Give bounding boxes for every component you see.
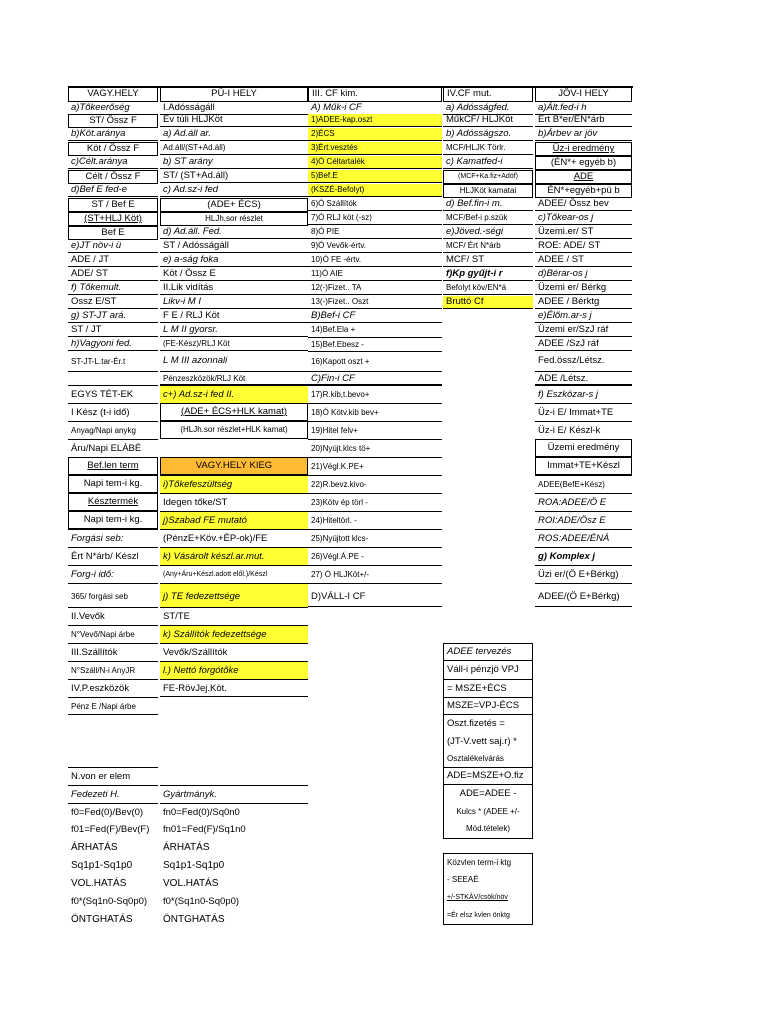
cell: 22)R.bevz.kivo- [308,475,442,493]
cell: ADEE/(Ö E+Bérkg) [535,583,632,607]
cell: k) Szállítók fedezettsége [160,625,308,643]
cell: Befolyt köv/EN*á [443,282,533,295]
cell: i)Tőkefeszültség [160,475,308,493]
cell: ADE=ADEE - [443,785,533,803]
cell: EGYS TÉT-EK [68,385,158,403]
cell: Sq1p1-Sq1p0 [71,860,133,871]
cell: 18)Ó Kötv.kib bev+ [308,403,442,421]
cell: Ért B*er/EN*árb [535,114,632,127]
cell: I.Adósságáll [160,102,308,115]
col4-header: IV.CF mut. [443,86,533,102]
cell: c)Célt.aránya [68,156,158,169]
cell: VOL.HATÁS [163,878,219,889]
cell: (ST+HLJ Köt) [68,212,158,226]
cell: Pénzeszközök/RLJ Köt [160,372,308,385]
cell: e) a-ság foka [160,254,308,267]
cell: ÖNTGHATÁS [163,914,225,925]
cell: Célt / Össz F [68,170,158,184]
cell: ADEE(BefE+Kész) [535,475,632,493]
cell: III.Szállítók [68,643,158,661]
cell: 24)Hiteltörl. - [308,511,442,529]
column-pu-hely [160,86,308,936]
column-vagy-hely [68,86,158,936]
cell: ÖNTGHATÁS [71,914,133,925]
cell: l.) Nettó forgótőke [160,661,308,679]
cell: g) Komplex j [535,547,632,565]
cell: (ADE+ ÉCS+HLK kamat) [160,403,308,421]
cell: fn01=Fed(F)/Sq1n0 [163,824,246,835]
cell: Forgási seb: [68,529,158,547]
cell: 27) Ó HLJKöt+/- [308,565,442,583]
col1-header: VAGY.HELY [68,86,158,102]
cell: Anyag/Napi anykg [68,421,158,439]
cell: 4)Ó Céltartalék [308,156,442,169]
cell: MCF/ Ért N*árb [443,240,533,253]
cell: ÉN*+egyéb+pü b [535,184,632,198]
cell: 25)Nyújtott klcs- [308,529,442,547]
cell: f) Tőkemult. [68,282,158,295]
cell: Likv-i M I [160,296,308,309]
cell: HLJh.sor részlet [160,212,308,226]
cell: (MCF+Ka.fiz+Adóf) [443,170,533,184]
cell: N.von er elem [68,767,158,785]
cell: Üzemi er/SzJ ráf [535,324,632,337]
cell: Üzemi er/ Bérkg [535,282,632,295]
cell: II.Lik vidítás [160,282,308,295]
cell: Fed.össz/Létsz. [535,350,632,372]
cell: MCF/HLJK Törlr. [443,142,533,155]
cell: D)VÁLL-I CF [308,583,442,607]
cell: ST / Bef E [68,198,158,212]
cell: c) Kamatfed-i [443,156,533,169]
cell: 7)Ó RLJ köt (-sz) [308,212,442,225]
cell: g) ST-JT ará. [68,310,158,323]
cell: ST/ Össz F [68,114,158,128]
cell: Bruttó Cf [443,296,533,309]
cell: C)Fin-i CF [308,372,442,385]
cell: c+) Ad.sz-i fed II. [160,385,308,403]
col2-header: PÜ-I HELY [160,86,308,102]
cell: Oszt.fizetés = [443,715,533,733]
cell: ÁRHATÁS [163,842,210,853]
cell: Fedezeti H. [68,785,158,803]
cell: I Kész (t-i idő) [68,403,158,421]
cell: ROE: ADE/ ST [535,240,632,253]
cell: Napi tem-i kg. [68,475,158,493]
cell: ST/TE [160,607,308,625]
cell: b) ST arány [160,156,308,169]
cell: N°Száll/N-i AnyJR [68,661,158,679]
cell: d) Bef.fin-i m. [443,198,533,211]
cell: Forg-i idő: [68,565,158,583]
cell: 26)Végl.Á.PE - [308,547,442,565]
cell: 14)Bef.Ela + [308,322,442,338]
cell: 19)Hitel felv+ [308,421,442,439]
cell: ADE/ ST [68,268,158,281]
cell: d)Bef E fed-e [68,184,158,197]
cell: (ADE+ ÉCS) [160,198,308,212]
cell: ADE / JT [68,254,158,267]
cell: f01=Fed(F)/Bev(F) [71,824,150,835]
cell: a) Adósságfed. [443,102,533,115]
cell: 9)Ó Vevők-értv. [308,240,442,253]
cell: VOL.HATÁS [71,878,127,889]
cell: 1)ADEE-kap.oszt [308,114,442,127]
cell: MűkCF/ HLJKöt [443,114,533,127]
cell: f) Eszközar-s j [535,385,632,403]
cell: f0*(Sq1n0-Sq0p0) [71,896,148,907]
cell: 17)R.kib,t.bevo+ [308,385,442,403]
cell: ROS:ADEE/ÉNÁ [535,529,632,547]
cell: ADE [535,170,632,184]
cell: ADEE / ST [535,254,632,267]
cell: 6)Ó Szállítók [308,198,442,211]
cell: Vevők/Szállítók [160,643,308,661]
cell: Üz-i E/ Immat+TE [535,403,632,421]
cell: 365/ forgási seb [68,583,158,607]
cell: f)Kp gyűjt-i r [443,268,533,281]
cell: 8)Ó PIE [308,226,442,239]
cell: VAGY.HELY KIEG [160,457,308,475]
cell: ST / Adósságáll [160,240,308,253]
cell: ROA:ADEE/Ö E [535,493,632,511]
cell: c) Ad.sz-i fed [160,184,308,197]
cell: L M III azonnali [160,350,308,372]
cell: j) TE fedezettsége [160,583,308,607]
cell: Üzi er/(Ö E+Bérkg) [535,565,632,583]
cell: f0=Fed(0)/Bev(0) [68,803,158,821]
cell: Üzemi.er/ ST [535,226,632,239]
cell: h)Vagyoni fed. [68,338,158,351]
cell: Gyártmányk. [160,785,308,803]
cell: Ad.áll/(ST+Ad.áll) [160,142,308,155]
col3-header: III. CF kim. [308,86,442,102]
cell: FE-RövJej.Köt. [160,679,308,697]
cell: Áru/Napi ELÁBÉ [68,439,158,457]
cell: ADEE /SzJ ráf [535,338,632,351]
cell: b)Árbev ar jöv [535,128,632,141]
cell: fn0=Fed(0)/Sq0n0 [160,803,308,821]
cell: 3)Ért.vesztés [308,142,442,155]
cell: (Any+Áru+Készl.adott elől.)/Készl [160,565,308,583]
cell: 12(-)Fizet.. TA [308,282,442,295]
cell: Bef.len term [68,457,158,475]
cell: Sq1p1-Sq1p0 [163,860,225,871]
column-jov-hely [535,86,632,616]
cell: d) Ad.áll. Fed. [160,226,308,239]
cell: (ÉN*+ egyéb b) [535,156,632,170]
cell: +/-STKÁV/csök/növ [443,889,533,907]
cell: B)Bef-i CF [308,310,442,323]
cell: II.Vevők [68,607,158,625]
cell: Immat+TE+Készl [535,457,632,475]
cell: ST / JT [68,324,158,337]
cell: (KSZÉ-Befolyt) [308,184,442,197]
cell: Üz-i E/ Készl-k [535,421,632,439]
cell: ADEE/ Össz bev [535,198,632,211]
cell: ROI:ADE/Ösz E [535,511,632,529]
cell: Napi tem-i kg. [68,511,158,529]
cell: Pénz E /Napi árbe [68,697,158,715]
cell: HLJKöt kamatai [443,184,533,198]
cell: Váll-i pénzjö VPJ [443,661,533,679]
cell: 10)Ó FE -értv. [308,254,442,267]
cell: 20)Nyújt.klcs tö+ [308,439,442,457]
cell: 23)Kötv ép törl - [308,493,442,511]
cell: a)Ált.fed-i h [535,102,632,115]
cell: a)Tőkeerőség [68,102,158,115]
cell: Késztermék [68,493,158,511]
cell: = MSZE+ÉCS [443,679,533,697]
cell: N°Vevő/Napi árbe [68,625,158,643]
cell: Köt / Össz F [68,142,158,156]
cell: 2)ÉCS [308,128,442,141]
cell: e)Élőm.ar-s j [535,310,632,323]
cell: Köt / Össz E [160,268,308,281]
cell: Idegen tőke/ST [160,493,308,511]
cell: 16)Kapott oszt + [308,352,442,372]
cell: 15)Bef.Ebesz - [308,338,442,352]
cell: - SEEAÉ [443,871,533,889]
cell: MCF/Bef-i p.szük [443,212,533,225]
cell: Üz-i eredmény [535,142,632,156]
cell: ÁRHATÁS [71,842,118,853]
column-cf-mut [443,86,533,936]
cell: Ossz E/ST [68,296,158,309]
cell: b) Adósságszo. [443,128,533,141]
cell: Bef E [68,226,158,240]
cell: 13(-)Fizet.. Oszt [308,296,442,309]
cell: 11)Ó AIE [308,268,442,281]
cell: 5)Bef.E [308,170,442,183]
cell: d)Bérar-os j [535,268,632,281]
cell: L M II gyorsr. [160,324,308,337]
cell: Év túli HLJKöt [160,114,308,127]
cell: ADE /Létsz. [535,372,632,385]
cell: ST-JT-L.tar-Ér.t [68,352,158,372]
cell: e)Jöved.-ségi [443,226,533,239]
cell: Kulcs * (ADEE +/- [443,803,533,821]
cell: e)JT növ-i ü [68,240,158,253]
cell: ADEE tervezés [443,643,533,661]
cell: 21)Végl.K.PE+ [308,457,442,475]
cell: MCF/ ST [443,254,533,267]
cell: j)Szabad FE mutató [160,511,308,529]
cell: ADE=MSZE+O.fiz [443,767,533,785]
cell: (HLJh.sor részlet+HLK kamat) [160,421,308,439]
cell: A) Műk-i CF [308,102,442,115]
column-cf-kim [308,86,442,616]
cell: k) Vásárolt készl.ar.mut. [160,547,308,565]
cell: =Ér elsz kvlen önktg [443,907,533,925]
cell: IV.P.eszközök [68,679,158,697]
cell: MSZE=VPJ-ÉCS [443,697,533,715]
cell: Mód.tételek) [443,821,533,839]
cell: (PénzE+Köv.+ÉP-ok)/FE [160,529,308,547]
cell: Osztalékelvárás [443,751,533,767]
cell: F E / RLJ Köt [160,310,308,323]
cell: b)Köt.aránya [68,128,158,141]
cell: Ért N*árb/ Készl [68,547,158,565]
cell: (JT-V.vett saj.r) * [443,733,533,751]
cell: a) Ad.áll ar. [160,128,308,141]
cell: ST/ (ST+Ad.áll) [160,170,308,183]
cell: c)Tőkear-os j [535,212,632,225]
cell: Üzemi eredmény [535,439,632,457]
cell: (FE-Kész)/RLJ Köt [160,338,308,351]
cell: ADEE / Bérktg [535,296,632,309]
col5-header: JÖV-I HELY [535,86,632,102]
cell: Közvlen term-i ktg [443,853,533,871]
cell: f0*(Sq1n0-Sq0p0) [163,896,240,907]
